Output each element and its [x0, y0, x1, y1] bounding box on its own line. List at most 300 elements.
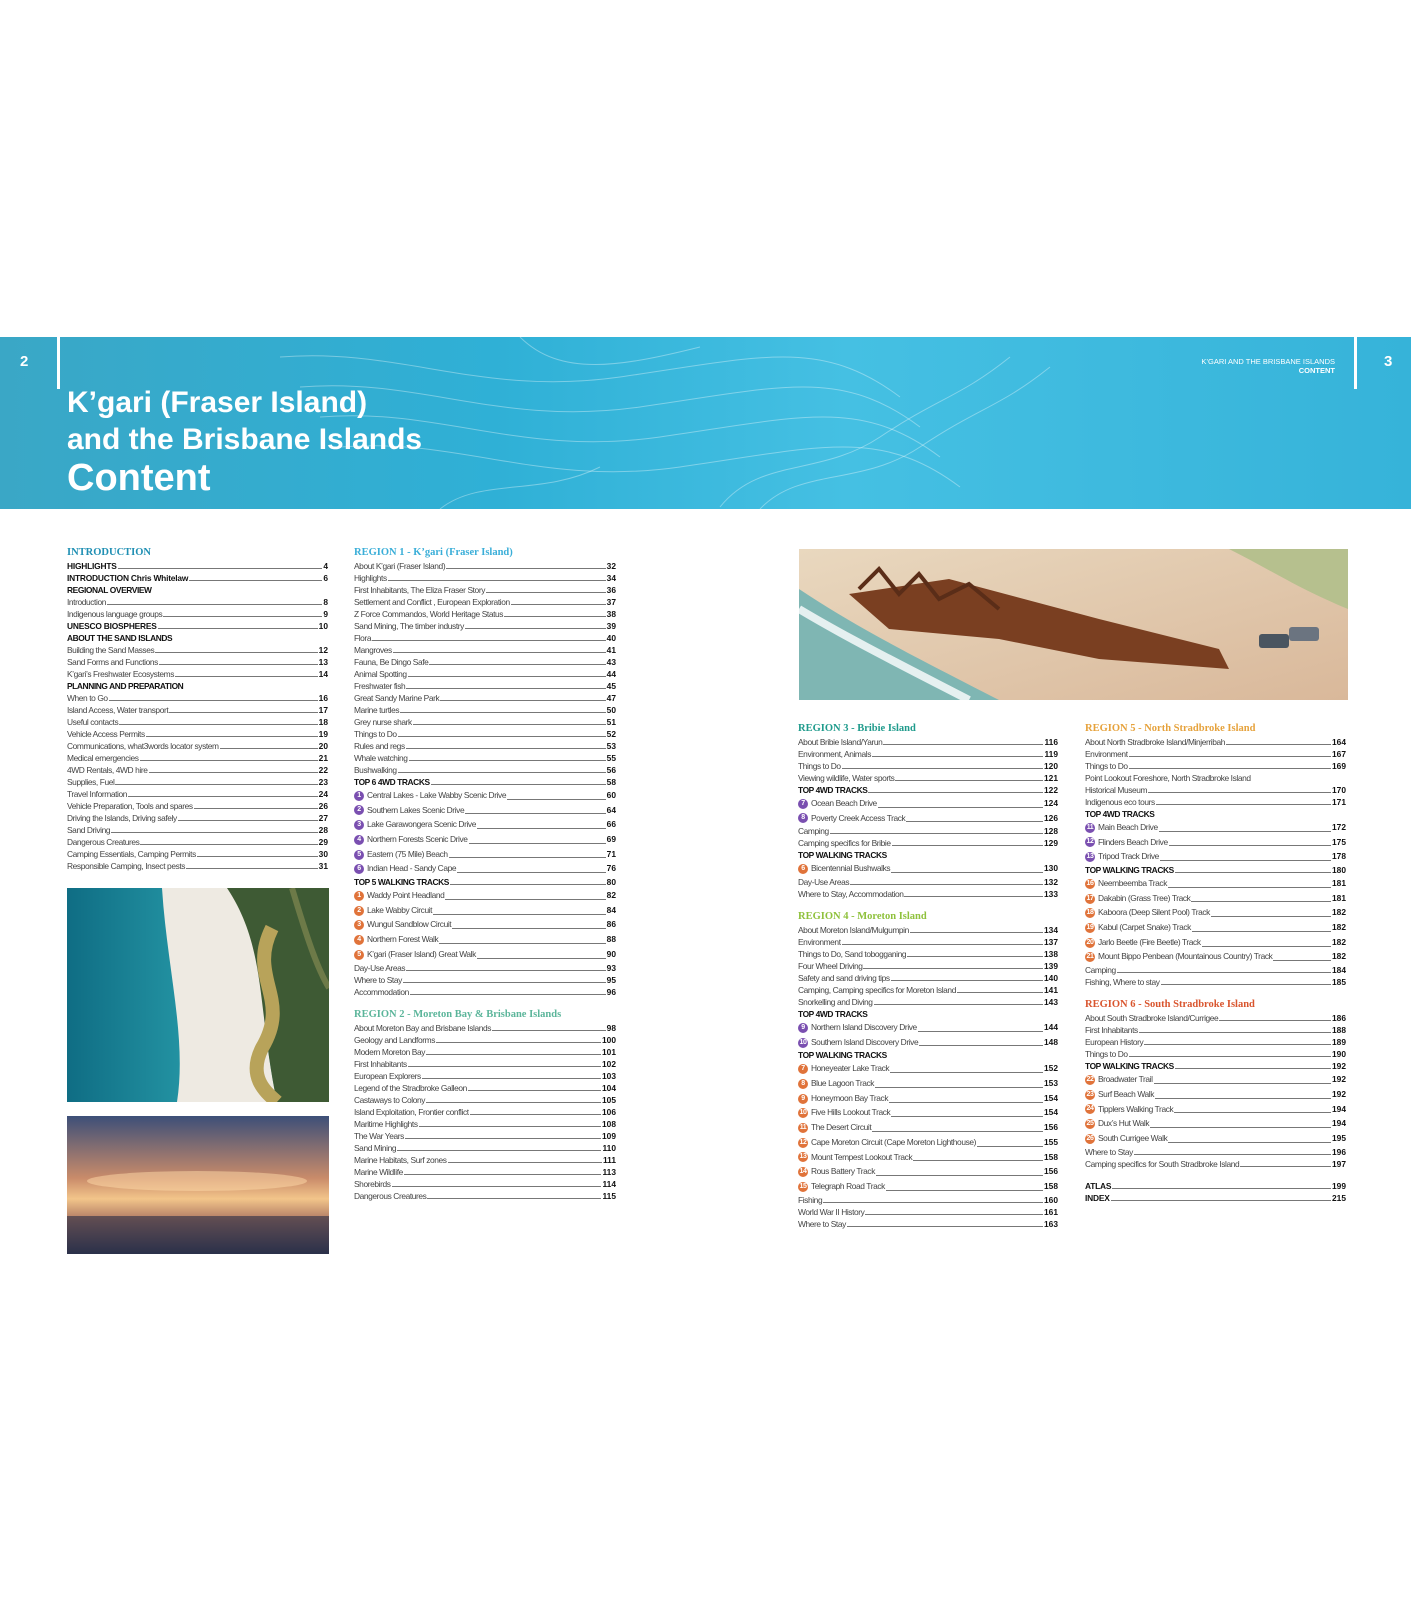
- leader-line: [874, 1004, 1043, 1005]
- toc-entry[interactable]: [354, 692, 616, 704]
- toc-entry[interactable]: [798, 984, 1058, 996]
- toc-entry-text: Things to Do: [1085, 1049, 1128, 1060]
- toc-entry[interactable]: [1085, 1131, 1346, 1146]
- leader-line: [457, 872, 606, 873]
- toc-entry[interactable]: [354, 1070, 616, 1082]
- toc-entry-text: Lake Wabby Circuit: [367, 904, 433, 915]
- toc-entry[interactable]: [798, 1020, 1058, 1035]
- toc-entry[interactable]: [1085, 1072, 1346, 1087]
- toc-entry[interactable]: [798, 748, 1058, 760]
- toc-entry[interactable]: [354, 1178, 616, 1190]
- toc-entry[interactable]: [798, 837, 1058, 849]
- toc-entry[interactable]: [798, 1035, 1058, 1050]
- toc-entry[interactable]: [1085, 1180, 1346, 1192]
- toc-entry[interactable]: [798, 1106, 1058, 1121]
- toc-entry-label: [354, 1130, 404, 1142]
- toc-entry[interactable]: [354, 728, 616, 740]
- toc-entry-page: 134: [1044, 925, 1058, 936]
- toc-entry-label: [67, 860, 185, 872]
- toc-entry[interactable]: [354, 1094, 616, 1106]
- toc-entry-page: 47: [606, 693, 616, 703]
- leader-line: [1273, 960, 1331, 961]
- toc-entry[interactable]: [354, 620, 616, 632]
- toc-entry-text: Mount Bippo Penbean (Mountainous Country) Track: [1098, 951, 1273, 962]
- toc-entry[interactable]: [354, 680, 616, 692]
- toc-entry-label: [354, 1070, 421, 1082]
- toc-entry-page: 96: [606, 986, 616, 997]
- toc-entry-label: [67, 752, 139, 764]
- toc-entry[interactable]: [1085, 1146, 1346, 1158]
- leader-line: [865, 1214, 1043, 1215]
- walk-track-number-badge: 5: [354, 950, 364, 960]
- toc-entry[interactable]: [354, 986, 616, 998]
- toc-entry[interactable]: [354, 803, 616, 818]
- toc-entry[interactable]: [67, 668, 328, 680]
- toc-entry[interactable]: [354, 974, 616, 986]
- toc-entry[interactable]: [1085, 835, 1346, 850]
- toc-entry-page: 121: [1044, 773, 1058, 783]
- leader-line: [977, 1146, 1043, 1147]
- toc-entry-page: 32: [606, 561, 616, 571]
- toc-entry-page: 199: [1332, 1180, 1346, 1191]
- toc-entry[interactable]: [354, 596, 616, 608]
- toc-entry[interactable]: [1085, 736, 1346, 748]
- toc-entry-label: [354, 632, 371, 644]
- toc-entry[interactable]: [354, 740, 616, 752]
- toc-entry-text: Sand Mining, The timber industry: [354, 621, 464, 631]
- toc-entry[interactable]: [67, 584, 328, 596]
- walk-track-number-badge: 24: [1086, 1105, 1094, 1113]
- toc-entry-text: First Inhabitants: [1085, 1025, 1138, 1036]
- toc-entry-text: REGIONAL OVERVIEW: [67, 585, 152, 595]
- walk-track-number-badge: 26: [1086, 1134, 1094, 1142]
- toc-entry-text: Dux’s Hut Walk: [1098, 1118, 1150, 1129]
- toc-entry[interactable]: [798, 811, 1058, 826]
- toc-entry-label: [1085, 772, 1251, 784]
- toc-entry-label: [354, 1082, 467, 1094]
- toc-entry-label: [67, 620, 157, 632]
- leader-line: [397, 1150, 601, 1151]
- toc-entry[interactable]: [798, 760, 1058, 772]
- toc-entry-page: 93: [606, 962, 616, 973]
- toc-entry-page: 184: [1332, 965, 1346, 976]
- toc-entry-label: [798, 1194, 822, 1206]
- toc-entry-text: Introduction: [67, 597, 106, 607]
- toc-entry-text: Southern Island Discovery Drive: [811, 1036, 919, 1047]
- toc-entry-page: 156: [1044, 1166, 1058, 1177]
- leader-line: [111, 832, 318, 833]
- toc-entry[interactable]: [798, 736, 1058, 748]
- toc-entry[interactable]: [354, 1106, 616, 1118]
- toc-entry-page: 45: [606, 681, 616, 691]
- leader-line: [1139, 1032, 1331, 1033]
- toc-entry-text: Fauna, Be Dingo Safe: [354, 657, 429, 667]
- toc-entry-page: 84: [606, 904, 616, 915]
- toc-entry-text: Poverty Creek Access Track: [811, 812, 906, 823]
- toc-entry-text: Vehicle Access Permits: [67, 729, 145, 739]
- toc-entry-label: [354, 560, 445, 572]
- toc-entry[interactable]: [354, 817, 616, 832]
- leader-line: [891, 1116, 1043, 1117]
- toc-entry[interactable]: [67, 812, 328, 824]
- toc-entry[interactable]: [1085, 1116, 1346, 1131]
- toc-entry[interactable]: [798, 772, 1058, 784]
- toc-entry-label: [798, 1164, 875, 1179]
- toc-entry-label: [354, 680, 405, 692]
- toc-entry-text: Dangerous Creatures: [354, 1190, 427, 1201]
- toc-entry[interactable]: [354, 788, 616, 803]
- leader-line: [178, 820, 318, 821]
- toc-entry[interactable]: [67, 680, 328, 692]
- toc-entry[interactable]: [798, 1008, 1058, 1020]
- toc-entry-text: Camping: [1085, 965, 1116, 976]
- toc-entry[interactable]: [354, 668, 616, 680]
- leader-line: [486, 592, 606, 593]
- toc-entry[interactable]: [798, 972, 1058, 984]
- toc-entry[interactable]: [354, 644, 616, 656]
- toc-entry[interactable]: [354, 584, 616, 596]
- toc-entry[interactable]: [354, 903, 616, 918]
- toc-entry-text: UNESCO BIOSPHERES: [67, 621, 157, 631]
- toc-entry[interactable]: [1085, 1060, 1346, 1072]
- toc-entry-page: 161: [1044, 1206, 1058, 1217]
- walk-track-number-badge: 8: [798, 1079, 808, 1089]
- toc-entry[interactable]: [354, 876, 616, 888]
- toc-entry[interactable]: [354, 776, 616, 788]
- toc-entry-text: About North Stradbroke Island/Minjerribah: [1085, 737, 1226, 747]
- toc-entry[interactable]: [354, 560, 616, 572]
- toc-entry[interactable]: [354, 1190, 616, 1202]
- toc-entry-page: 215: [1332, 1192, 1346, 1203]
- leader-line: [913, 1160, 1043, 1161]
- toc-entry[interactable]: [67, 596, 328, 608]
- toc-entry[interactable]: [67, 608, 328, 620]
- toc-entry[interactable]: [1085, 935, 1346, 950]
- toc-entry-label: [67, 632, 172, 644]
- toc-entry[interactable]: [1085, 784, 1346, 796]
- toc-entry[interactable]: [1085, 1048, 1346, 1060]
- leader-line: [1174, 1112, 1331, 1113]
- toc-entry-text: Neembeemba Track: [1098, 878, 1168, 889]
- toc-entry[interactable]: [67, 644, 328, 656]
- toc-entry[interactable]: [67, 704, 328, 716]
- leader-line: [159, 664, 318, 665]
- toc-entry-text: Dakabin (Grass Tree) Track: [1098, 892, 1191, 903]
- toc-entry-label: [354, 1154, 447, 1166]
- toc-entry[interactable]: [354, 918, 616, 933]
- toc-entry[interactable]: [354, 1118, 616, 1130]
- leader-line: [163, 616, 322, 617]
- toc-entry[interactable]: [798, 996, 1058, 1008]
- leader-line: [410, 994, 606, 995]
- toc-entry[interactable]: [1085, 849, 1346, 864]
- toc-entry[interactable]: [354, 752, 616, 764]
- toc-entry[interactable]: [354, 847, 616, 862]
- toc-entry-page: 108: [602, 1118, 616, 1129]
- toc-entry[interactable]: [354, 716, 616, 728]
- toc-entry-text: Rules and regs: [354, 741, 405, 751]
- toc-entry-page: 16: [318, 693, 328, 703]
- toc-entry-label: [67, 788, 127, 800]
- toc-entry-text: Things to Do: [354, 729, 397, 739]
- toc-entry[interactable]: [1085, 1102, 1346, 1117]
- walk-track-number-badge: 7: [798, 1064, 808, 1074]
- toc-entry[interactable]: [354, 764, 616, 776]
- toc-entry-text: Snorkelling and Diving: [798, 997, 873, 1008]
- toc-entry-label: [1085, 876, 1167, 891]
- toc-entry[interactable]: [354, 932, 616, 947]
- walk-track-number-badge: 23: [1086, 1090, 1094, 1098]
- leader-line: [439, 943, 605, 944]
- toc-entry[interactable]: [798, 924, 1058, 936]
- toc-entry[interactable]: [798, 936, 1058, 948]
- leader-line: [477, 958, 606, 959]
- toc-entry-label: [354, 1178, 391, 1190]
- leader-line: [406, 748, 606, 749]
- toc-entry-text: TOP WALKING TRACKS: [1085, 865, 1174, 876]
- toc-entry-text: Vehicle Preparation, Tools and spares: [67, 801, 193, 811]
- toc-entry-page: 192: [1332, 1061, 1346, 1072]
- leader-line: [419, 1126, 601, 1127]
- toc-entry[interactable]: [1085, 950, 1346, 965]
- toc-entry[interactable]: [67, 656, 328, 668]
- toc-entry[interactable]: [798, 1150, 1058, 1165]
- leader-line: [220, 748, 318, 749]
- toc-entry-page: 163: [1044, 1218, 1058, 1229]
- toc-entry-text: Where to Stay: [354, 974, 402, 985]
- walk-track-number-badge: 1: [354, 891, 364, 901]
- toc-entry-page: 58: [606, 777, 616, 787]
- toc-entry[interactable]: [67, 752, 328, 764]
- toc-entry[interactable]: [354, 1082, 616, 1094]
- toc-entry[interactable]: [354, 1034, 616, 1046]
- toc-entry[interactable]: [67, 788, 328, 800]
- toc-entry[interactable]: [1085, 905, 1346, 920]
- toc-entry[interactable]: [798, 1206, 1058, 1218]
- toc-entry[interactable]: [67, 848, 328, 860]
- toc-entry[interactable]: [1085, 976, 1346, 988]
- toc-entry-text: South Currigee Walk: [1098, 1132, 1168, 1143]
- toc-entry[interactable]: [1085, 1024, 1346, 1036]
- toc-entry[interactable]: [67, 776, 328, 788]
- toc-entry[interactable]: [67, 860, 328, 872]
- toc-entry-label: [1085, 736, 1225, 748]
- toc-entry[interactable]: [354, 1142, 616, 1154]
- toc-entry[interactable]: [67, 716, 328, 728]
- toc-entry[interactable]: [1085, 772, 1346, 784]
- toc-entry[interactable]: [798, 1164, 1058, 1179]
- toc-entry[interactable]: [1085, 796, 1346, 808]
- toc-entry[interactable]: [1085, 748, 1346, 760]
- toc-entry-page: 119: [1044, 749, 1058, 759]
- toc-entry[interactable]: [1085, 964, 1346, 976]
- toc-entry[interactable]: [1085, 1036, 1346, 1048]
- toc-entry-page: 169: [1332, 761, 1346, 771]
- toc-entry[interactable]: [798, 1049, 1058, 1061]
- toc-entry[interactable]: [1085, 820, 1346, 835]
- toc-entry[interactable]: [67, 572, 328, 584]
- toc-entry[interactable]: [798, 1091, 1058, 1106]
- toc-entry-label: [67, 572, 188, 584]
- toc-entry[interactable]: [798, 960, 1058, 972]
- toc-entry[interactable]: [798, 796, 1058, 811]
- toc-entry[interactable]: [1085, 876, 1346, 891]
- leader-line: [895, 780, 1043, 781]
- toc-entry[interactable]: [798, 784, 1058, 796]
- toc-entry[interactable]: [798, 1218, 1058, 1230]
- toc-entry[interactable]: [798, 1194, 1058, 1206]
- leader-line: [449, 857, 606, 858]
- toc-entry-label: [354, 861, 456, 876]
- toc-entry-text: Camping specifics for Bribie: [798, 838, 891, 849]
- toc-entry-text: Central Lakes - Lake Wabby Scenic Drive: [367, 789, 507, 800]
- toc-entry-text: Eastern (75 Mile) Beach: [367, 848, 448, 859]
- toc-entry-text: Medical emergencies: [67, 753, 139, 763]
- toc-entry[interactable]: [67, 620, 328, 632]
- toc-entry[interactable]: [67, 764, 328, 776]
- toc-entry[interactable]: [354, 1154, 616, 1166]
- leader-line: [1154, 1083, 1331, 1084]
- toc-entry[interactable]: [798, 861, 1058, 876]
- toc-entry-label: [1085, 820, 1158, 835]
- toc-entry[interactable]: [354, 1046, 616, 1058]
- toc-entry[interactable]: [354, 962, 616, 974]
- leader-line: [919, 1045, 1043, 1046]
- toc-entry-page: 17: [318, 705, 328, 715]
- toc-entry-label: [798, 837, 891, 849]
- toc-entry[interactable]: [67, 728, 328, 740]
- toc-entry[interactable]: [798, 1061, 1058, 1076]
- leader-line: [413, 724, 606, 725]
- toc-entry[interactable]: [67, 824, 328, 836]
- toc-entry[interactable]: [1085, 891, 1346, 906]
- toc-entry[interactable]: [1085, 760, 1346, 772]
- toc-entry[interactable]: [354, 1130, 616, 1142]
- toc-entry-label: [67, 776, 114, 788]
- toc-entry-label: [798, 876, 849, 888]
- toc-entry[interactable]: [354, 572, 616, 584]
- toc-entry[interactable]: [354, 1022, 616, 1034]
- toc-entry-label: [67, 824, 110, 836]
- toc-entry[interactable]: [354, 888, 616, 903]
- leader-line: [431, 784, 606, 785]
- toc-entry-label: [354, 620, 464, 632]
- toc-entry[interactable]: [354, 608, 616, 620]
- leader-line: [405, 1138, 601, 1139]
- toc-entry[interactable]: [67, 692, 328, 704]
- toc-entry-label: [354, 1118, 418, 1130]
- toc-entry[interactable]: [354, 656, 616, 668]
- toc-entry[interactable]: [67, 560, 328, 572]
- toc-entry-label: [67, 740, 219, 752]
- toc-entry[interactable]: [1085, 1012, 1346, 1024]
- toc-entry-page: 128: [1044, 826, 1058, 837]
- toc-entry-label: [67, 764, 148, 776]
- toc-entry-text: Things to Do: [798, 761, 841, 771]
- toc-entry-label: [798, 1206, 864, 1218]
- toc-entry[interactable]: [1085, 1158, 1346, 1170]
- toc-entry-page: 76: [606, 863, 616, 874]
- section-heading-region1: REGION 1 - K’gari (Fraser Island): [354, 547, 513, 558]
- toc-entry-text: Ocean Beach Drive: [811, 797, 877, 808]
- toc-entry[interactable]: [798, 1120, 1058, 1135]
- leader-line: [426, 1102, 601, 1103]
- running-head: [1201, 357, 1335, 375]
- toc-entry[interactable]: [798, 948, 1058, 960]
- toc-entry[interactable]: [67, 836, 328, 848]
- toc-entry[interactable]: [798, 1135, 1058, 1150]
- drive-track-number-badge: 1: [354, 791, 364, 801]
- toc-entry[interactable]: [1085, 1087, 1346, 1102]
- toc-entry-text: Five Hills Lookout Track: [811, 1107, 891, 1118]
- toc-entry[interactable]: [798, 825, 1058, 837]
- toc-entry[interactable]: [354, 947, 616, 962]
- toc-entry-text: Supplies, Fuel: [67, 777, 115, 787]
- toc-entry-page: 172: [1332, 821, 1346, 832]
- toc-entry[interactable]: [798, 849, 1058, 861]
- toc-entry[interactable]: [1085, 808, 1346, 820]
- toc-entry-label: [67, 596, 106, 608]
- toc-entry-page: 64: [606, 804, 616, 815]
- toc-entry[interactable]: [354, 1058, 616, 1070]
- toc-entry-text: The Desert Circuit: [811, 1122, 872, 1133]
- toc-entry[interactable]: [354, 704, 616, 716]
- toc-entry-text: Environment: [1085, 749, 1128, 759]
- leader-line: [1156, 804, 1331, 805]
- leader-line: [107, 604, 322, 605]
- toc-entry[interactable]: [354, 832, 616, 847]
- toc-entry-text: Legend of the Stradbroke Galleon: [354, 1082, 467, 1093]
- toc-entry-page: 110: [602, 1142, 616, 1153]
- toc-entry-page: 113: [602, 1166, 616, 1177]
- toc-entry-page: 20: [318, 741, 328, 751]
- toc-entry[interactable]: [1085, 1192, 1346, 1204]
- toc-entry-page: 86: [606, 919, 616, 930]
- toc-entry-text: Tipplers Walking Track: [1098, 1103, 1174, 1114]
- toc-entry[interactable]: [67, 740, 328, 752]
- toc-entry[interactable]: [1085, 920, 1346, 935]
- toc-entry[interactable]: [354, 861, 616, 876]
- toc-entry-label: [354, 1034, 435, 1046]
- leader-line: [186, 868, 318, 869]
- toc-entry[interactable]: [798, 888, 1058, 900]
- toc-entry[interactable]: [798, 1179, 1058, 1194]
- toc-entry-label: [354, 692, 439, 704]
- toc-entry-page: 95: [606, 974, 616, 985]
- walk-track-number-badge: 17: [1086, 894, 1094, 902]
- toc-entry[interactable]: [1085, 864, 1346, 876]
- toc-entry[interactable]: [67, 632, 328, 644]
- toc-entry-label: [798, 1008, 867, 1020]
- toc-entry[interactable]: [354, 1166, 616, 1178]
- toc-entry[interactable]: [67, 800, 328, 812]
- toc-entry-page: 82: [606, 890, 616, 901]
- toc-entry-label: [798, 811, 905, 826]
- toc-entry[interactable]: [798, 876, 1058, 888]
- leader-line: [890, 1072, 1043, 1073]
- toc-entry-label: [67, 848, 196, 860]
- toc-entry-text: Four Wheel Driving: [798, 961, 863, 972]
- leader-line: [1168, 1142, 1331, 1143]
- leader-line: [957, 992, 1043, 993]
- leader-line: [175, 676, 318, 677]
- toc-entry-label: [354, 1094, 425, 1106]
- leader-line: [1111, 1200, 1331, 1201]
- leader-line: [842, 944, 1043, 945]
- toc-entry[interactable]: [798, 1076, 1058, 1091]
- toc-entry-text: Settlement and Conflict , European Exploration: [354, 597, 510, 607]
- toc-entry[interactable]: [354, 632, 616, 644]
